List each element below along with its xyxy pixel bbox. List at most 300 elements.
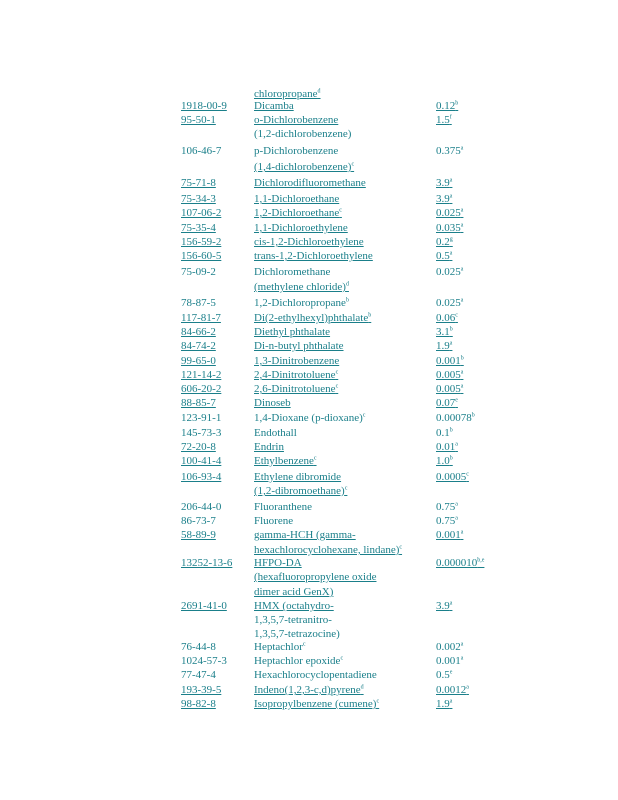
table-row: [0, 312, 618, 326]
chemical-name: [254, 455, 317, 468]
cas-number: [181, 266, 216, 279]
table-row: [0, 501, 618, 515]
cas-number: [181, 471, 221, 484]
cas-number: [181, 297, 216, 310]
standard-value: [436, 641, 463, 654]
table-row: [0, 207, 618, 221]
chemical-name-text: Fluoranthene: [254, 501, 313, 513]
table-row: [0, 266, 618, 280]
cas-number: [181, 698, 216, 711]
footnote-marker: a: [460, 266, 464, 273]
cas-number-text: 84-66-2: [181, 326, 216, 338]
chemical-name: [254, 485, 347, 498]
cas-number: [181, 145, 221, 158]
cas-number: [181, 383, 221, 396]
footnote-marker: c: [313, 455, 317, 462]
chemical-name-text: 1,1-Dichloroethane: [254, 193, 340, 205]
chemical-name: [254, 236, 364, 249]
chemical-name-text: gamma-HCH (gamma-: [254, 529, 356, 541]
chemical-name: [254, 655, 343, 668]
cas-number-text: 117-81-7: [181, 312, 221, 324]
cas-number: [181, 222, 216, 235]
chemical-name: [254, 369, 338, 382]
standard-value-text: 0.375: [436, 145, 461, 157]
chemical-name: [254, 250, 373, 263]
footnote-marker: d: [345, 281, 349, 288]
chemical-name-text: Indeno(1,2,3-c,d)pyrene: [254, 684, 361, 696]
chemical-name: [254, 614, 332, 627]
chemical-name: [254, 586, 333, 599]
standard-value-text: 0.5: [436, 250, 450, 262]
table-row: [0, 193, 618, 207]
cas-number: [181, 326, 216, 339]
cas-number-text: 75-35-4: [181, 222, 216, 234]
chemical-name-text: o-Dichlorobenzene: [254, 114, 339, 126]
table-row: [0, 684, 618, 698]
table-row: [0, 161, 618, 175]
chemical-name: [254, 471, 341, 484]
footnote-marker: a: [460, 655, 464, 662]
footnote-marker: b,e: [477, 557, 485, 564]
chemical-name: [254, 281, 349, 294]
standard-value: [436, 340, 452, 353]
table-row: [0, 614, 618, 628]
standard-value: [436, 669, 452, 682]
footnote-marker: b: [471, 412, 475, 419]
standard-value-text: 0.025: [436, 266, 461, 278]
chemical-name-text: (1,2-dibromoethane): [254, 485, 345, 497]
chemical-name-text: Ethylbenzene: [254, 455, 314, 467]
chemical-name-text: cis-1,2-Dichloroethylene: [254, 236, 364, 248]
chemical-name-text: 1,2-Dichloroethane: [254, 207, 340, 219]
cas-number-text: 98-82-8: [181, 698, 216, 710]
chemical-name-text: Dinoseb: [254, 397, 291, 409]
footnote-marker: c: [344, 485, 348, 492]
cas-number-text: 156-59-2: [181, 236, 222, 248]
standard-value-text: 0.0012: [436, 684, 467, 696]
footnote-marker: a: [460, 222, 464, 229]
cas-number: [181, 250, 221, 263]
chemical-name: [254, 628, 340, 641]
standard-value: [436, 312, 458, 325]
standard-value-text: 0.002: [436, 641, 461, 653]
standard-value: [436, 177, 452, 190]
footnote-marker: c: [335, 369, 339, 376]
footnote-marker: a: [449, 340, 453, 347]
table-row: [0, 281, 618, 295]
table-row: [0, 100, 618, 114]
chemical-name: [254, 193, 339, 206]
chemical-name-text: 2,6-Dinitrotoluene: [254, 383, 336, 395]
cas-number-text: 123-91-1: [181, 412, 222, 424]
cas-number-text: 77-47-4: [181, 669, 216, 681]
standard-value-text: 1.5: [436, 114, 450, 126]
table-row: [0, 628, 618, 642]
cas-number: [181, 312, 221, 325]
cas-number: [181, 655, 227, 668]
footnote-marker: b: [460, 355, 464, 362]
standard-value: [436, 355, 464, 368]
standard-value-text: 0.00078: [436, 412, 472, 424]
standard-value: [436, 114, 452, 127]
cas-number-text: 1024-57-3: [181, 655, 227, 667]
standard-value: [436, 471, 469, 484]
cas-number-text: 58-89-9: [181, 529, 216, 541]
table-row: [0, 557, 618, 571]
footnote-marker: c: [351, 161, 355, 168]
table-row: [0, 222, 618, 236]
footnote-marker: b: [449, 427, 453, 434]
table-row: [0, 427, 618, 441]
cas-number: [181, 100, 227, 113]
table-row: [0, 145, 618, 159]
cas-number: [181, 641, 216, 654]
table-row: [0, 250, 618, 264]
standard-value: [436, 383, 463, 396]
standard-value: [436, 698, 452, 711]
footnote-marker: e: [449, 669, 453, 676]
cas-number: [181, 600, 227, 613]
footnote-marker: c: [455, 312, 458, 319]
footnote-marker: d: [317, 88, 321, 95]
chemical-name: [254, 427, 297, 440]
cas-number-text: 13252-13-6: [181, 557, 233, 569]
standard-value-text: 1.9: [436, 340, 450, 352]
footnote-marker: c: [399, 544, 403, 551]
cas-number-text: 107-06-2: [181, 207, 222, 219]
standard-value: [436, 369, 463, 382]
standard-value-text: 0.001: [436, 355, 461, 367]
standard-value: [436, 222, 463, 235]
cas-number-text: 106-46-7: [181, 145, 222, 157]
standard-value: [436, 529, 463, 542]
footnote-marker: a: [460, 145, 464, 152]
chemical-name: [254, 529, 356, 542]
chemical-name: [254, 326, 330, 339]
chemical-name: [254, 557, 302, 570]
cas-number: [181, 207, 221, 220]
standard-value: [436, 455, 453, 468]
standard-value-text: 1.0: [436, 455, 450, 467]
footnote-marker: c: [376, 698, 380, 705]
table-row: [0, 114, 618, 128]
cas-number-text: 75-34-3: [181, 193, 216, 205]
footnote-marker: a: [460, 529, 464, 536]
chemical-name-text: 1,3,5,7-tetranitro-: [254, 614, 332, 626]
standard-value-text: 0.75: [436, 501, 456, 513]
footnote-marker: e: [455, 397, 458, 404]
standard-value: [436, 297, 463, 310]
cas-number-text: 193-39-5: [181, 684, 222, 696]
chemical-name-text: Dicamba: [254, 100, 294, 112]
standard-value: [436, 515, 458, 528]
footnote-marker: c: [339, 207, 342, 214]
standard-value-text: 0.5: [436, 669, 450, 681]
cas-number-text: 76-44-8: [181, 641, 216, 653]
cas-number-text: 84-74-2: [181, 340, 216, 352]
footnote-marker: a: [449, 698, 453, 705]
footnote-marker: b: [455, 100, 459, 107]
standard-value: [436, 145, 463, 158]
chemical-name: [254, 383, 338, 396]
standard-value-text: 0.1: [436, 427, 450, 439]
footnote-marker: b: [449, 326, 453, 333]
cas-number: [181, 114, 216, 127]
standard-value-text: 0.035: [436, 222, 461, 234]
chemical-name-text: (hexafluoropropylene oxide: [254, 571, 377, 583]
chemical-name-text: p-Dichlorobenzene: [254, 145, 339, 157]
cas-number: [181, 369, 221, 382]
footnote-marker: a: [460, 369, 464, 376]
chemical-name-text: 1,2-Dichloropropane: [254, 297, 346, 309]
chemical-name-text: Diethyl phthalate: [254, 326, 331, 338]
chemical-name: [254, 397, 291, 410]
footnote-marker: d: [360, 684, 364, 691]
cas-number: [181, 529, 216, 542]
cas-number: [181, 557, 232, 570]
chemical-name-text: Heptachlor: [254, 641, 303, 653]
chemical-name: [254, 312, 371, 325]
chemical-name: [254, 669, 377, 682]
cas-number-text: 1918-00-9: [181, 100, 227, 112]
standard-value-text: 0.025: [436, 297, 461, 309]
cas-number: [181, 684, 221, 697]
chemical-name: [254, 571, 376, 584]
cas-number-text: 606-20-2: [181, 383, 222, 395]
standard-value-text: 0.001: [436, 529, 461, 541]
chemical-name-text: Di-n-butyl phthalate: [254, 340, 344, 352]
standard-value: [436, 397, 458, 410]
chemical-name-text: Di(2-ethylhexyl)phthalate: [254, 312, 369, 324]
chemical-name-text: 2,4-Dinitrotoluene: [254, 369, 336, 381]
chemical-name: [254, 222, 348, 235]
cas-number-text: 75-09-2: [181, 266, 216, 278]
chemical-name-text: hexachlorocyclohexane, lindane): [254, 544, 400, 556]
table-row: [0, 369, 618, 383]
cas-number-text: 75-71-8: [181, 177, 216, 189]
table-row: [0, 383, 618, 397]
cas-number-text: 78-87-5: [181, 297, 216, 309]
chemical-name-text: Isopropylbenzene (cumene): [254, 698, 377, 710]
chemical-name: [254, 161, 354, 174]
standard-value-text: 0.12: [436, 100, 456, 112]
chemical-name-text: Ethylene dibromide: [254, 471, 342, 483]
chemical-name-text: Endothall: [254, 427, 297, 439]
chemical-name: [254, 698, 379, 711]
footnote-marker: a: [449, 600, 453, 607]
standard-value: [436, 250, 452, 263]
table-row: [0, 297, 618, 311]
cas-number: [181, 412, 221, 425]
standard-value-text: 3.1: [436, 326, 450, 338]
table-row: [0, 412, 618, 426]
cas-number-text: 100-41-4: [181, 455, 222, 467]
cas-number-text: 145-73-3: [181, 427, 222, 439]
cas-number-text: 86-73-7: [181, 515, 216, 527]
cas-number: [181, 397, 216, 410]
standard-value: [436, 326, 453, 339]
table-row: [0, 441, 618, 455]
chemical-name: [254, 515, 293, 528]
chemical-name-text: dimer acid GenX): [254, 586, 334, 598]
table-row: [0, 571, 618, 585]
chemical-name: [254, 207, 342, 220]
standard-value: [436, 193, 452, 206]
footnote-marker: a: [455, 501, 458, 508]
cas-number-text: 2691-41-0: [181, 600, 227, 612]
chemical-name: [254, 600, 334, 613]
chemical-name: [254, 100, 294, 113]
chemical-name: [254, 145, 338, 158]
cas-number-text: 99-65-0: [181, 355, 216, 367]
standard-value: [436, 412, 475, 425]
footnote-marker: c: [466, 471, 469, 478]
standard-value: [436, 441, 458, 454]
footnote-marker: c: [302, 641, 306, 648]
table-row: [0, 128, 618, 142]
chemical-name: [254, 355, 339, 368]
table-row: [0, 340, 618, 354]
footnote-marker: a: [449, 193, 453, 200]
table-row: [0, 641, 618, 655]
chemical-name-text: Heptachlor epoxide: [254, 655, 341, 667]
standard-value-text: 0.0005: [436, 471, 467, 483]
chemical-name-text: (methylene chloride): [254, 281, 346, 293]
chemical-name-text: Fluorene: [254, 515, 294, 527]
chemical-name: [254, 266, 330, 279]
cas-number: [181, 441, 216, 454]
cas-number: [181, 669, 216, 682]
table-row: [0, 529, 618, 543]
chemical-name: [254, 641, 306, 654]
cas-number: [181, 455, 221, 468]
chemical-name-text: chloropropane: [254, 88, 318, 100]
chemical-name: [254, 177, 366, 190]
standard-value-text: 0.01: [436, 441, 456, 453]
standard-value-text: 1.9: [436, 698, 450, 710]
table-row: [0, 471, 618, 485]
cas-number-text: 88-85-7: [181, 397, 216, 409]
table-row: [0, 698, 618, 712]
table-row: [0, 236, 618, 250]
chemical-name: [254, 501, 312, 514]
chemical-name: [254, 128, 351, 141]
footnote-marker: f: [449, 114, 452, 121]
cas-number: [181, 501, 221, 514]
standard-value: [436, 557, 484, 570]
footnote-marker: c: [362, 412, 366, 419]
standard-value: [436, 100, 458, 113]
cas-number: [181, 515, 216, 528]
standard-value: [436, 655, 463, 668]
standard-value: [436, 684, 469, 697]
footnote-marker: b: [368, 312, 372, 319]
chemical-name-text: Endrin: [254, 441, 284, 453]
cas-number-text: 72-20-8: [181, 441, 216, 453]
table-row: [0, 355, 618, 369]
standard-value-text: 0.2: [436, 236, 450, 248]
standard-value-text: 0.06: [436, 312, 456, 324]
standard-value-text: 0.07: [436, 397, 456, 409]
footnote-marker: a: [455, 441, 458, 448]
chemical-name: [254, 297, 349, 310]
standard-value: [436, 236, 453, 249]
footnote-marker: c: [340, 655, 344, 662]
cas-number: [181, 427, 221, 440]
standard-value-text: 3.9: [436, 600, 450, 612]
standard-value-text: 0.001: [436, 655, 461, 667]
cas-number: [181, 355, 216, 368]
table-row: [0, 326, 618, 340]
footnote-marker: a: [460, 383, 464, 390]
cas-number-text: 121-14-2: [181, 369, 222, 381]
chemical-name: [254, 114, 338, 127]
standard-value: [436, 427, 453, 440]
standard-value-text: 0.005: [436, 369, 461, 381]
standard-value: [436, 600, 452, 613]
chemical-name-text: Dichloromethane: [254, 266, 331, 278]
chemical-name-text: trans-1,2-Dichloroethylene: [254, 250, 373, 262]
standard-value-text: 0.000010: [436, 557, 478, 569]
table-row: [0, 586, 618, 600]
footnote-marker: b: [345, 297, 349, 304]
cas-number: [181, 340, 216, 353]
standard-value: [436, 207, 463, 220]
table-row: [0, 544, 618, 558]
table-row: [0, 397, 618, 411]
chemical-name: [254, 544, 402, 557]
chemical-name-text: 1,1-Dichloroethylene: [254, 222, 348, 234]
chemical-name-text: 1,4-Dioxane (p-dioxane): [254, 412, 363, 424]
table-row: [0, 515, 618, 529]
table-row: [0, 455, 618, 469]
chemical-name: [254, 412, 365, 425]
table-row: [0, 600, 618, 614]
cas-number-text: 95-50-1: [181, 114, 216, 126]
footnote-marker: a: [455, 515, 458, 522]
standard-value-text: 0.75: [436, 515, 456, 527]
cas-number: [181, 177, 216, 190]
standard-value: [436, 501, 458, 514]
table-row: [0, 485, 618, 499]
chemical-name-text: Hexachlorocyclopentadiene: [254, 669, 377, 681]
standard-value-text: 3.9: [436, 177, 450, 189]
table-row: [0, 669, 618, 683]
chemical-name: [254, 684, 364, 697]
standard-value-text: 3.9: [436, 193, 450, 205]
standard-value: [436, 266, 463, 279]
chemical-name: [254, 340, 344, 353]
cas-number: [181, 193, 216, 206]
chemical-name-text: 1,3-Dinitrobenzene: [254, 355, 340, 367]
footnote-marker: a: [460, 207, 464, 214]
cas-number: [181, 236, 221, 249]
chemical-name-text: Dichlorodifluoromethane: [254, 177, 366, 189]
footnote-marker: b: [449, 455, 453, 462]
chemical-name-text: (1,4-dichlorobenzene): [254, 161, 352, 173]
chemical-name-text: 1,3,5,7-tetrazocine): [254, 628, 340, 640]
standard-value-text: 0.025: [436, 207, 461, 219]
chemical-name: [254, 441, 284, 454]
cas-number-text: 206-44-0: [181, 501, 222, 513]
footnote-marker: a: [449, 177, 453, 184]
footnote-marker: a: [460, 297, 464, 304]
footnote-marker: c: [335, 383, 339, 390]
cas-number-text: 106-93-4: [181, 471, 222, 483]
footnote-marker: a: [466, 684, 469, 691]
chemical-name-text: (1,2-dichlorobenzene): [254, 128, 352, 140]
chemical-name-text: HFPO-DA: [254, 557, 302, 569]
